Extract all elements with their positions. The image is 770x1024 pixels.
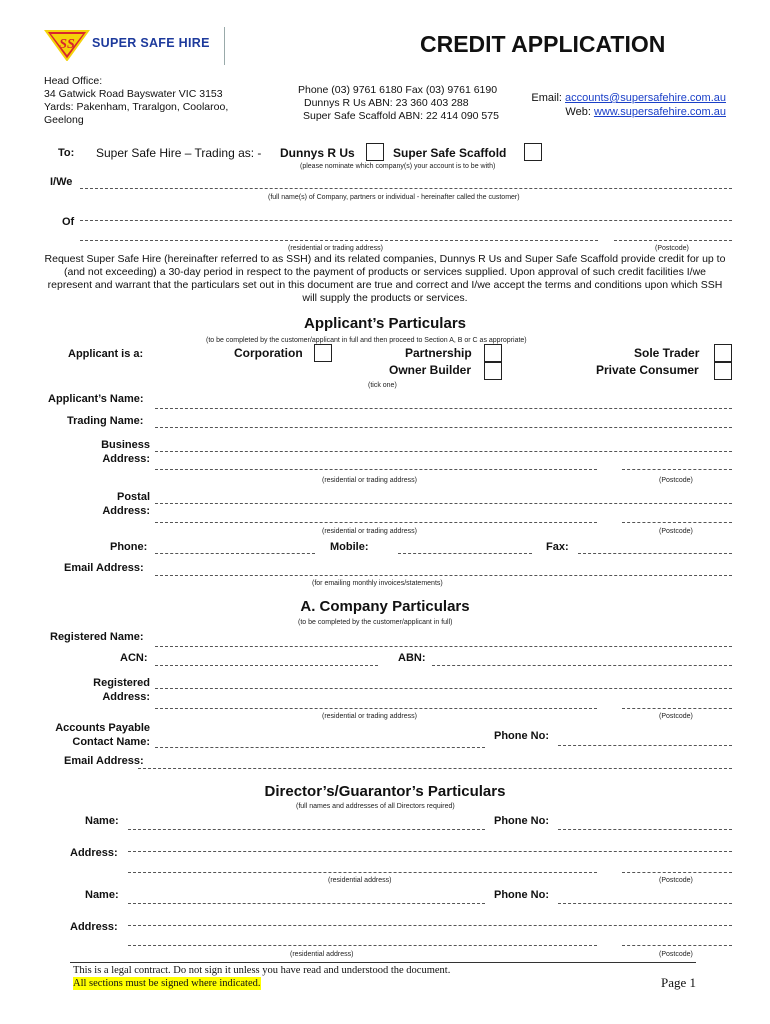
accounts-label-1: Accounts Payable bbox=[55, 722, 150, 734]
director2-postcode-line[interactable] bbox=[622, 945, 732, 946]
business-address-line-1[interactable] bbox=[155, 451, 732, 452]
intro-para-3: represent and warrant that the particulars set out in this document are true and correct and I/we accept the terms and conditions upon which SSH bbox=[47, 279, 723, 291]
to-text: Super Safe Hire – Trading as: - bbox=[96, 146, 262, 160]
owner-builder-label: Owner Builder bbox=[389, 363, 472, 377]
option-dunnys-checkbox[interactable] bbox=[366, 143, 384, 161]
private-consumer-checkbox[interactable] bbox=[714, 362, 732, 380]
of-postcode-note: (Postcode) bbox=[655, 245, 689, 252]
reg-address-label-1: Registered bbox=[93, 677, 150, 689]
director1-name-line[interactable] bbox=[128, 829, 485, 830]
logo bbox=[44, 27, 224, 61]
postal-address-line-1[interactable] bbox=[155, 503, 732, 504]
reg-address-line-1[interactable] bbox=[155, 688, 732, 689]
of-label: Of bbox=[62, 216, 75, 228]
owner-builder-checkbox[interactable] bbox=[484, 362, 502, 380]
intro-para-1: Request Super Safe Hire (hereinafter referred to as SSH) and its related companies, Dunnys R Us and Super Safe Scaffold provide credit for up to bbox=[44, 253, 726, 265]
postal-label-1: Postal bbox=[116, 491, 150, 503]
phone-label: Phone: bbox=[110, 541, 148, 553]
trading-name-label: Trading Name: bbox=[67, 415, 144, 427]
intro-para-4: will supply the products or services. bbox=[302, 292, 468, 304]
reg-postcode-line[interactable] bbox=[622, 708, 732, 709]
applicant-email-label: Email Address: bbox=[64, 562, 144, 574]
registered-name-label: Registered Name: bbox=[50, 631, 144, 643]
sections-notice: All sections must be signed where indicated. bbox=[73, 978, 261, 989]
partnership-checkbox[interactable] bbox=[484, 344, 502, 362]
applicant-name-line[interactable] bbox=[155, 408, 732, 409]
of-residential-note: (residential or trading address) bbox=[288, 245, 383, 252]
reg-address-label-2: Address: bbox=[102, 691, 150, 703]
yards-line-2: Geelong bbox=[44, 114, 84, 126]
business-label-2: Address: bbox=[102, 453, 150, 465]
acn-label: ACN: bbox=[120, 652, 148, 664]
abn-line[interactable] bbox=[432, 665, 732, 666]
applicant-section-title: Applicant’s Particulars bbox=[304, 315, 466, 332]
director2-name-label: Name: bbox=[85, 889, 119, 901]
director1-residential-note: (residential address) bbox=[328, 877, 392, 884]
business-postcode-line[interactable] bbox=[622, 469, 732, 470]
business-residential-note: (residential or trading address) bbox=[322, 477, 417, 484]
postal-address-line-2[interactable] bbox=[155, 522, 597, 523]
logo-text: SUPER SAFE HIRE bbox=[92, 36, 210, 50]
directors-section-title: Director’s/Guarantor’s Particulars bbox=[264, 783, 506, 800]
of-line-1[interactable] bbox=[80, 220, 732, 221]
fullname-note: (full name(s) of Company, partners or individual - hereinafter called the customer) bbox=[268, 194, 520, 201]
of-postcode-line[interactable] bbox=[614, 240, 732, 241]
option-scaffold-label: Super Safe Scaffold bbox=[393, 146, 507, 160]
email-note: (for emailing monthly invoices/statements) bbox=[312, 580, 443, 587]
sole-trader-label: Sole Trader bbox=[634, 346, 700, 360]
applicant-note: (to be completed by the customer/applicant in full and then proceed to Section A, B or C as appropriate) bbox=[206, 337, 527, 344]
director1-name-label: Name: bbox=[85, 815, 119, 827]
trading-name-line[interactable] bbox=[155, 427, 732, 428]
accounts-contact-line[interactable] bbox=[155, 747, 485, 748]
director2-address-line-2[interactable] bbox=[128, 945, 597, 946]
svg-text:SS: SS bbox=[59, 37, 75, 52]
reg-address-line-2[interactable] bbox=[155, 708, 597, 709]
web-link[interactable]: www.supersafehire.com.au bbox=[593, 106, 726, 118]
applicant-name-label: Applicant’s Name: bbox=[48, 393, 144, 405]
accounts-label-2: Contact Name: bbox=[72, 736, 150, 748]
director2-residential-note: (residential address) bbox=[290, 951, 354, 958]
postal-residential-note: (residential or trading address) bbox=[322, 528, 417, 535]
email-link[interactable]: accounts@supersafehire.com.au bbox=[565, 92, 726, 104]
company-email-label: Email Address: bbox=[64, 755, 144, 767]
postal-postcode-note: (Postcode) bbox=[659, 528, 693, 535]
private-consumer-label: Private Consumer bbox=[596, 363, 699, 377]
yards-line-1: Yards: Pakenham, Traralgon, Coolaroo, bbox=[44, 101, 229, 113]
business-postcode-note: (Postcode) bbox=[659, 477, 693, 484]
sole-trader-checkbox[interactable] bbox=[714, 344, 732, 362]
reg-postcode-note: (Postcode) bbox=[659, 713, 693, 720]
iwe-line[interactable] bbox=[80, 188, 732, 189]
director2-name-line[interactable] bbox=[128, 903, 485, 904]
postal-postcode-line[interactable] bbox=[622, 522, 732, 523]
reg-residential-note: (residential or trading address) bbox=[322, 713, 417, 720]
intro-para-2: (and not exceeding) a 30-day period in respect to the payment of products or services supplied. Upon approval of such credit facilities I/we bbox=[63, 266, 707, 278]
postal-label-2: Address: bbox=[102, 505, 150, 517]
business-label-1: Business bbox=[101, 439, 150, 451]
company-note: (to be completed by the customer/applicant in full) bbox=[298, 619, 453, 626]
to-label: To: bbox=[58, 147, 75, 159]
option-dunnys-label: Dunnys R Us bbox=[280, 146, 355, 160]
abn-label: ABN: bbox=[398, 652, 426, 664]
company-email-line[interactable] bbox=[138, 768, 732, 769]
email-label: Email: bbox=[531, 92, 566, 104]
director2-phone-line[interactable] bbox=[558, 903, 732, 904]
company-section-title: A. Company Particulars bbox=[300, 598, 470, 615]
director1-postcode-note: (Postcode) bbox=[659, 877, 693, 884]
director1-address-label: Address: bbox=[70, 847, 118, 859]
acn-line[interactable] bbox=[155, 665, 378, 666]
director1-phone-line[interactable] bbox=[558, 829, 732, 830]
registered-name-line[interactable] bbox=[155, 646, 732, 647]
director2-address-label: Address: bbox=[70, 921, 118, 933]
director2-address-line-1[interactable] bbox=[128, 925, 732, 926]
fax-line[interactable] bbox=[578, 553, 732, 554]
tick-note: (tick one) bbox=[368, 382, 397, 389]
web-label: Web: bbox=[565, 106, 594, 118]
footer-divider bbox=[70, 962, 696, 963]
of-line-2[interactable] bbox=[80, 240, 598, 241]
page-title: CREDIT APPLICATION bbox=[420, 31, 666, 57]
applicant-is-a-label: Applicant is a: bbox=[68, 348, 144, 360]
corporation-checkbox[interactable] bbox=[314, 344, 332, 362]
company-phone-line[interactable] bbox=[558, 745, 732, 746]
option-scaffold-checkbox[interactable] bbox=[524, 143, 542, 161]
director1-address-line-1[interactable] bbox=[128, 851, 732, 852]
business-address-line-2[interactable] bbox=[155, 469, 597, 470]
page-number: Page 1 bbox=[661, 975, 697, 990]
nominate-note: (please nominate which company(s) your account is to be with) bbox=[300, 163, 496, 170]
director2-postcode-note: (Postcode) bbox=[659, 951, 693, 958]
phone-fax: Phone (03) 9761 6180 Fax (03) 9761 6190 bbox=[298, 84, 498, 96]
legal-notice: This is a legal contract. Do not sign it unless you have read and understood the document. bbox=[73, 965, 451, 976]
ss-logo-icon bbox=[44, 27, 90, 61]
directors-note: (full names and addresses of all Directors required) bbox=[296, 803, 455, 810]
mobile-line[interactable] bbox=[398, 553, 532, 554]
header-divider bbox=[224, 27, 225, 65]
head-office-address: 34 Gatwick Road Bayswater VIC 3153 bbox=[44, 88, 223, 100]
director1-postcode-line[interactable] bbox=[622, 872, 732, 873]
director1-phone-label: Phone No: bbox=[494, 815, 549, 827]
phone-line[interactable] bbox=[155, 553, 315, 554]
partnership-label: Partnership bbox=[405, 346, 472, 360]
abn-scaffold: Super Safe Scaffold ABN: 22 414 090 575 bbox=[303, 110, 499, 122]
mobile-label: Mobile: bbox=[330, 541, 369, 553]
fax-label: Fax: bbox=[546, 541, 569, 553]
director1-address-line-2[interactable] bbox=[128, 872, 597, 873]
applicant-email-line[interactable] bbox=[155, 575, 732, 576]
company-phone-label: Phone No: bbox=[494, 730, 549, 742]
abn-dunnys: Dunnys R Us ABN: 23 360 403 288 bbox=[304, 97, 469, 109]
iwe-label: I/We bbox=[50, 176, 73, 188]
corporation-label: Corporation bbox=[234, 346, 303, 360]
director2-phone-label: Phone No: bbox=[494, 889, 549, 901]
head-office-label: Head Office: bbox=[44, 75, 103, 87]
